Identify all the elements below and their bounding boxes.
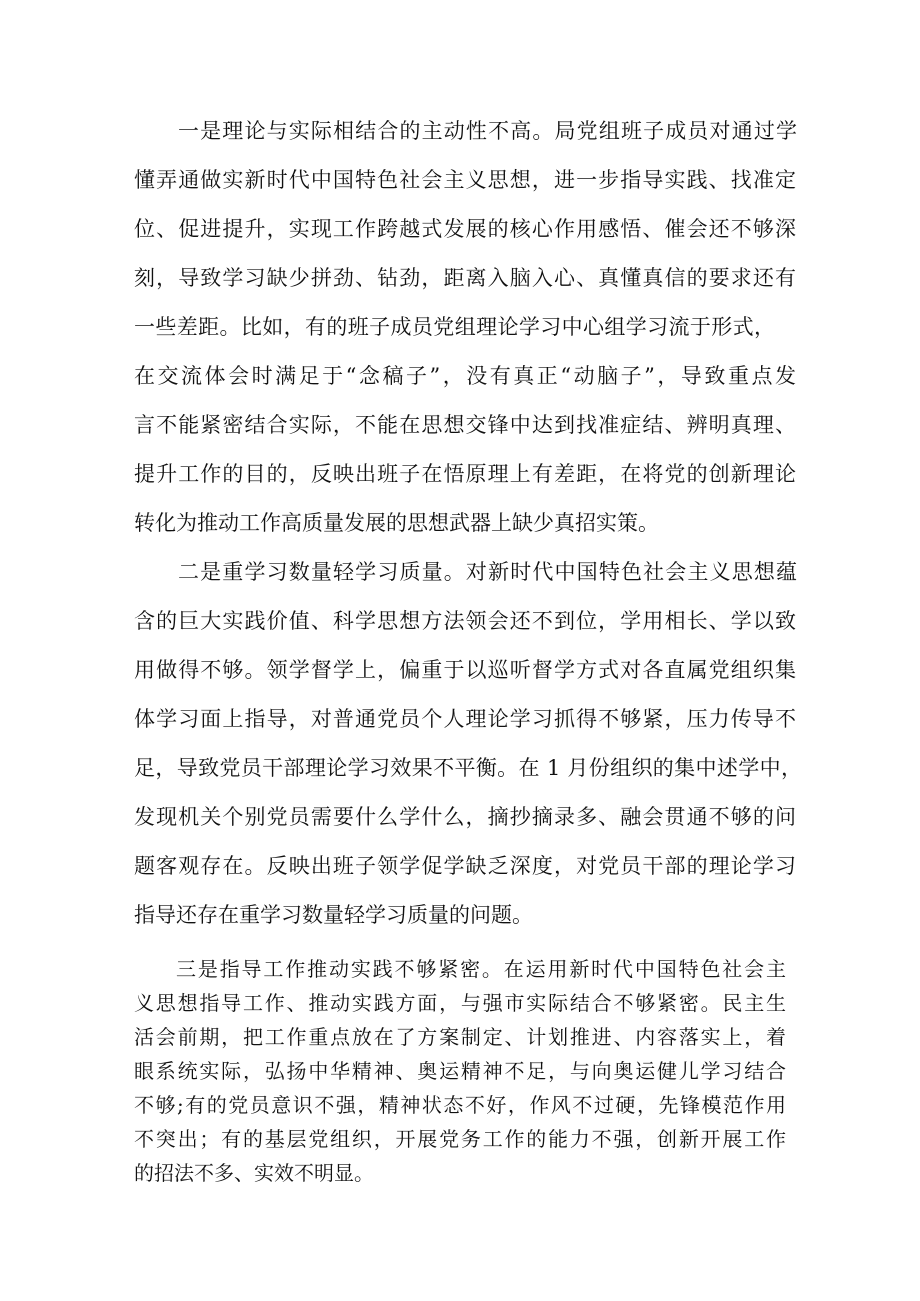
paragraph-line: 刻，导致学习缺少拼劲、钻劲，距离入脑入心、真懂真信的要求还有 [134, 266, 796, 290]
paragraph-line: 提升工作的目的，反映出班子在悟原理上有差距，在将党的创新理论 [134, 462, 796, 486]
paragraph-line: 言不能紧密结合实际，不能在思想交锋中达到找准症结、辨明真理、 [134, 413, 796, 437]
paragraph-line: 三是指导工作推动实践不够紧密。在运用新时代中国特色社会主 [176, 957, 786, 981]
paragraph-line: 活会前期，把工作重点放在了方案制定、计划推进、内容落实上，着 [134, 1025, 786, 1049]
paragraph-line: 在交流体会时满足于“念稿子”，没有真正“动脑子”，导致重点发 [134, 364, 796, 388]
paragraph-line: 一些差距。比如，有的班子成员党组理论学习中心组学习流于形式， [134, 315, 775, 339]
paragraph-line: 二是重学习数量轻学习质量。对新时代中国特色社会主义思想蕴 [178, 560, 797, 584]
paragraph-line: 义思想指导工作、推动实践方面，与强市实际结合不够紧密。民主生 [134, 991, 786, 1015]
paragraph-line: 不突出；有的基层党组织，开展党务工作的能力不强，创新开展工作 [134, 1127, 786, 1151]
paragraph-line: 眼系统实际，弘扬中华精神、奥运精神不足，与向奥运健儿学习结合 [134, 1059, 786, 1083]
paragraph-line: 指导还存在重学习数量轻学习质量的问题。 [134, 903, 533, 927]
paragraph-line: 懂弄通做实新时代中国特色社会主义思想，进一步指导实践、找准定 [134, 168, 796, 192]
paragraph-line: 发现机关个别党员需要什么学什么，摘抄摘录多、融会贯通不够的问 [134, 805, 796, 829]
paragraph-line: 位、促进提升，实现工作跨越式发展的核心作用感悟、催会还不够深 [134, 217, 796, 241]
paragraph-line: 足，导致党员干部理论学习效果不平衡。在 1 月份组织的集中述学中， [134, 756, 802, 780]
paragraph-line: 体学习面上指导，对普通党员个人理论学习抓得不够紧，压力传导不 [134, 707, 796, 731]
paragraph-line: 的招法不多、实效不明显。 [134, 1161, 374, 1185]
paragraph-line: 用做得不够。领学督学上，偏重于以巡听督学方式对各直属党组织集 [134, 658, 796, 682]
paragraph-line: 转化为推动工作高质量发展的思想武器上缺少真招实策。 [134, 511, 659, 535]
paragraph-line: 含的巨大实践价值、科学思想方法领会还不到位，学用相长、学以致 [134, 609, 796, 633]
paragraph-line: 题客观存在。反映出班子领学促学缺乏深度，对党员干部的理论学习 [134, 854, 796, 878]
paragraph-line: 一是理论与实际相结合的主动性不高。局党组班子成员对通过学 [178, 119, 797, 143]
paragraph-line: 不够;有的党员意识不强，精神状态不好，作风不过硬，先锋模范作用 [134, 1093, 786, 1117]
